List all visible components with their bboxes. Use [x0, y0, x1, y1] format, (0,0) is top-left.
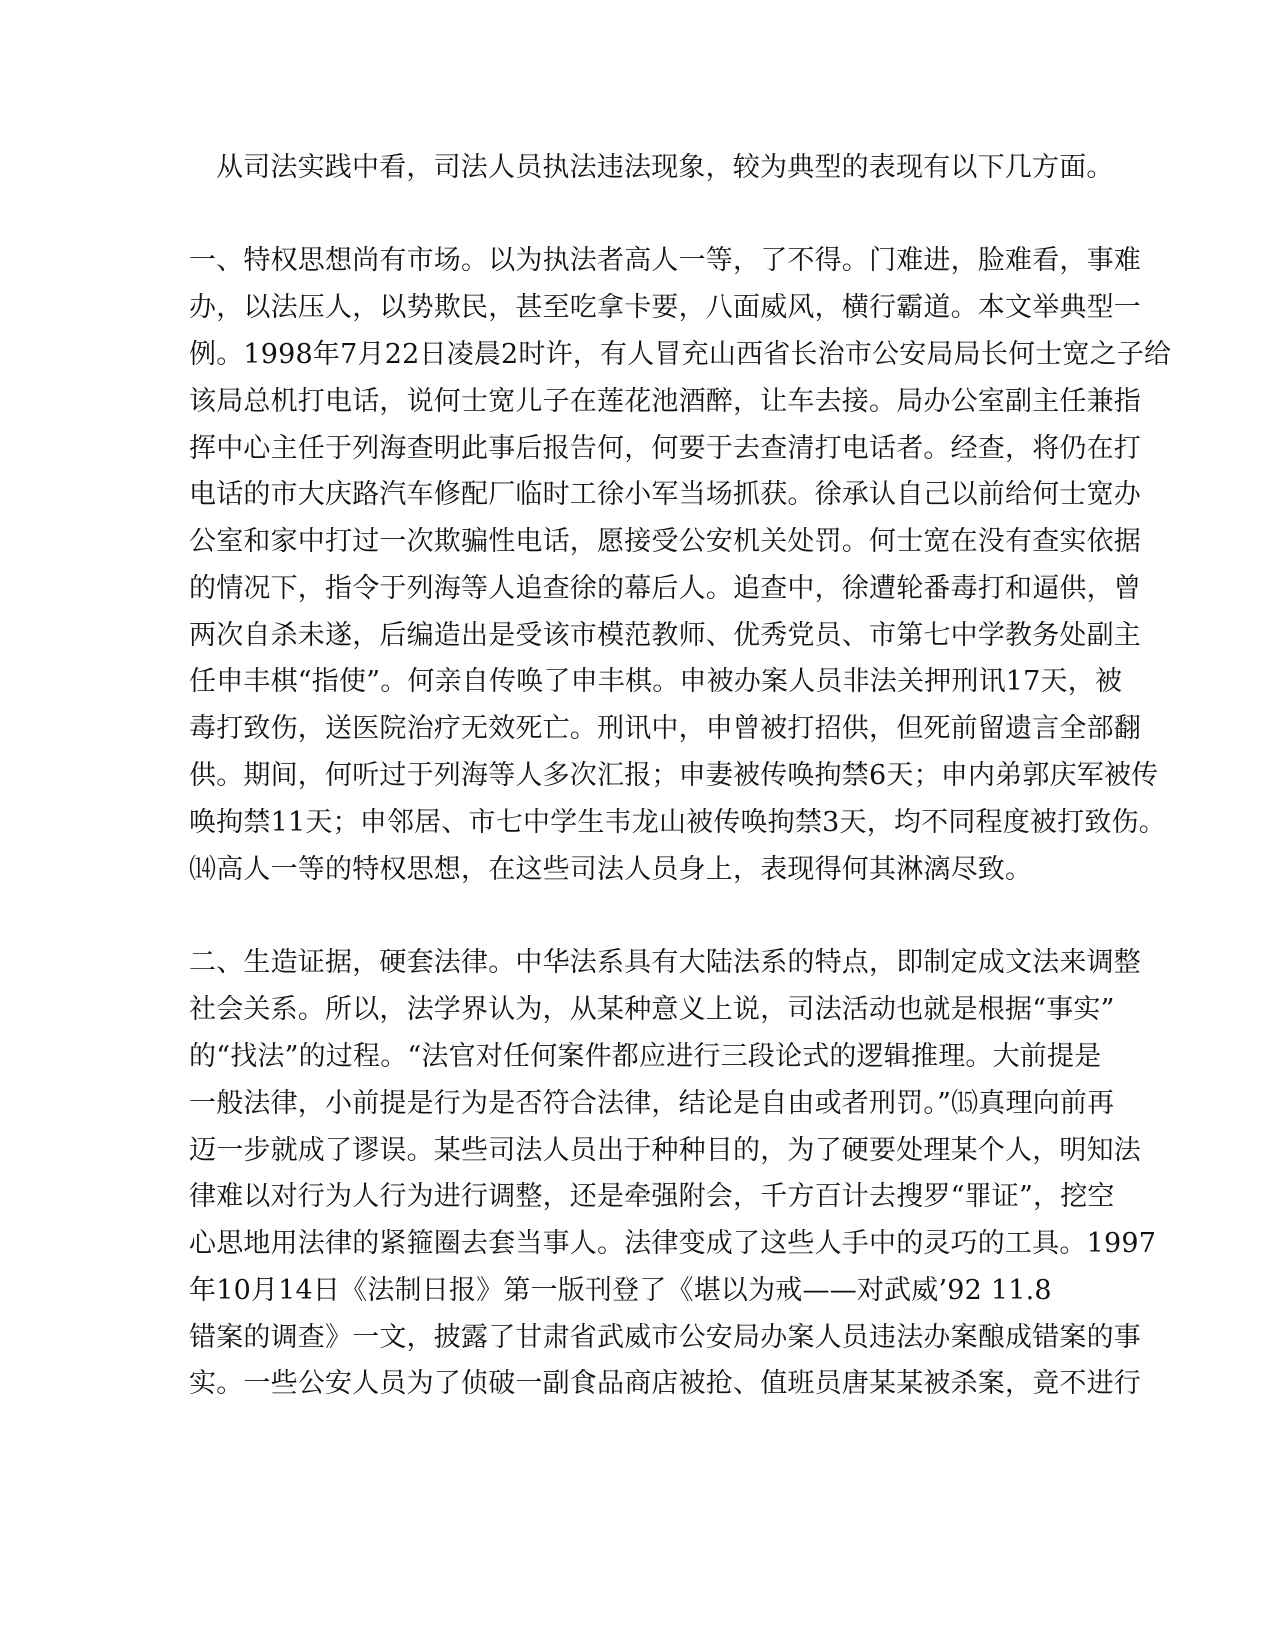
text-line: 毒打致伤，送医院治疗无效死亡。刑讯中，申曾被打招供，但死前留遗言全部翻 [189, 713, 1141, 744]
text-line: 任申丰棋“指使”。何亲自传唤了申丰棋。申被办案人员非法关押刑讯17天，被 [189, 666, 1123, 697]
text-line: 心思地用法律的紧箍圈去套当事人。法律变成了这些人手中的灵巧的工具。1997 [189, 1228, 1157, 1259]
text-line: ⒁高人一等的特权思想，在这些司法人员身上，表现得何其淋漓尽致。 [189, 854, 1033, 885]
text-line: 该局总机打电话，说何士宽儿子在莲花池酒醉，让车去接。局办公室副主任兼指 [189, 386, 1141, 417]
text-line: 二、生造证据，硬套法律。中华法系具有大陆法系的特点，即制定成文法来调整 [189, 947, 1141, 978]
text-line: 供。期间，何听过于列海等人多次汇报；申妻被传唤拘禁6天；申内弟郭庆军被传 [189, 760, 1159, 791]
text-line: 错案的调查》一文，披露了甘肃省武威市公安局办案人员违法办案酿成错案的事 [189, 1322, 1141, 1353]
text-line: 一般法律，小前提是行为是否符合法律，结论是自由或者刑罚。”⒂真理向前再 [189, 1088, 1115, 1119]
text-line: 例。1998年7月22日凌晨2时许，有人冒充山西省长治市公安局局长何士宽之子给 [189, 339, 1172, 370]
text-line: 办，以法压人，以势欺民，甚至吃拿卡要，八面威风，横行霸道。本文举典型一 [189, 292, 1141, 323]
text-line: 的“找法”的过程。“法官对任何案件都应进行三段论式的逻辑推理。大前提是 [189, 1041, 1102, 1072]
text-line: 律难以对行为人行为进行调整，还是牵强附会，千方百计去搜罗“罪证”，挖空 [189, 1181, 1115, 1212]
text-line: 一、特权思想尚有市场。以为执法者高人一等，了不得。门难进，脸难看，事难 [189, 245, 1141, 276]
text-line: 唤拘禁11天；申邻居、市七中学生韦龙山被传唤拘禁3天，均不同程度被打致伤。 [189, 807, 1166, 838]
text-line: 社会关系。所以，法学界认为，从某种意义上说，司法活动也就是根据“事实” [189, 994, 1115, 1025]
text-line: 的情况下，指令于列海等人追查徐的幕后人。追查中，徐遭轮番毒打和逼供，曾 [189, 573, 1141, 604]
text-line: 迈一步就成了谬误。某些司法人员出于种种目的，为了硬要处理某个人，明知法 [189, 1135, 1141, 1166]
text-line: 年10月14日《法制日报》第一版刊登了《堪以为戒——对武威’92 11.8 [189, 1275, 1052, 1306]
text-line: 实。一些公安人员为了侦破一副食品商店被抢、值班员唐某某被杀案，竟不进行 [189, 1368, 1141, 1399]
text-line: 两次自杀未遂，后编造出是受该市模范教师、优秀党员、市第七中学教务处副主 [189, 620, 1141, 651]
text-line: 挥中心主任于列海查明此事后报告何，何要于去查清打电话者。经查，将仍在打 [189, 433, 1141, 464]
intro-paragraph: 从司法实践中看，司法人员执法违法现象，较为典型的表现有以下几方面。 [216, 152, 1114, 183]
text-line: 电话的市大庆路汽车修配厂临时工徐小军当场抓获。徐承认自己以前给何士宽办 [189, 479, 1141, 510]
text-line: 公室和家中打过一次欺骗性电话，愿接受公安机关处罚。何士宽在没有查实依据 [189, 526, 1141, 557]
